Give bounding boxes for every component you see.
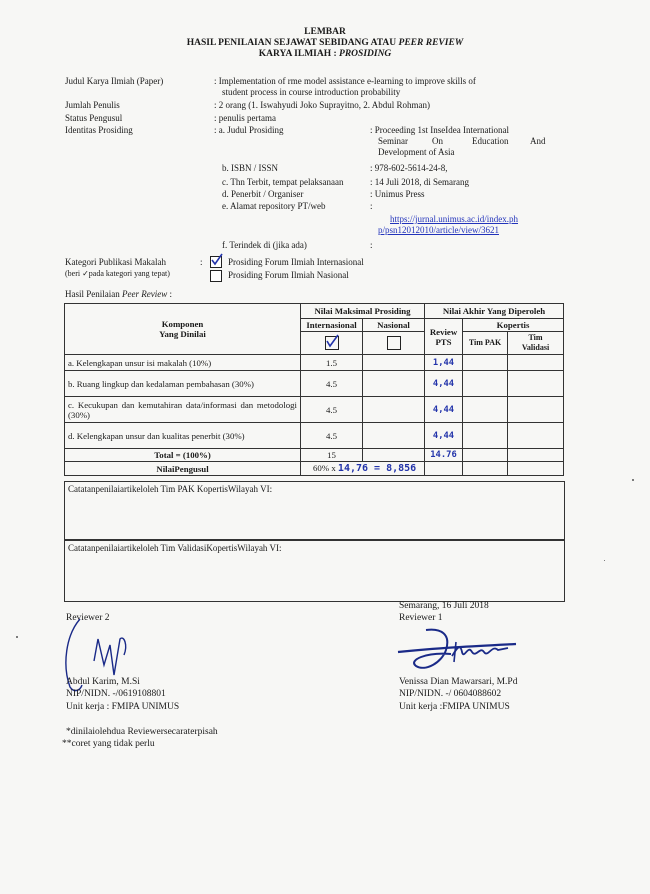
reviewer2-nip: NIP/NIDN. -/0619108801	[66, 689, 166, 699]
table-row	[65, 355, 564, 371]
judul-value-1: : Implementation of rme model assistance e-learning to improve skills of	[214, 76, 476, 86]
repository-colon: :	[370, 201, 373, 211]
repository-url-1[interactable]: https://jurnal.unimus.ac.id/index.ph	[390, 214, 518, 224]
row-review: 1,44	[425, 355, 463, 371]
row-label: a. Kelengkapan unsur isi makalah (10%)	[65, 355, 301, 371]
row-max: 1.5	[301, 355, 363, 371]
prosiding-title-value-3: Development of Asia	[378, 147, 455, 157]
kategori-nasional-checkbox[interactable]	[210, 270, 222, 282]
row-review: 4,44	[425, 371, 463, 397]
reviewer2-name: Abdul Karim, M.Si	[66, 677, 140, 687]
reviewer1-unit: Unit kerja :FMIPA UNIMUS	[399, 702, 510, 712]
footnote-2: **coret yang tidak perlu	[62, 739, 155, 749]
repository-url-2[interactable]: p/psn12012010/article/view/3621	[378, 225, 499, 235]
row-review: 4,44	[425, 397, 463, 423]
catatan-validasi-label: Catatanpenilaiartikeloleh Tim ValidasiKopertisWilayah VI:	[68, 543, 282, 553]
reviewer1-signature	[396, 622, 526, 680]
row-review: 4,44	[425, 423, 463, 449]
repository-label: e. Alamat repository PT/web	[222, 201, 326, 211]
kategori-internasional-checkbox[interactable]	[210, 256, 222, 268]
reviewer1-nip: NIP/NIDN. -/ 0604088602	[399, 689, 502, 699]
speck-decoration	[16, 636, 18, 638]
catatan-pak-box	[64, 481, 565, 540]
prosiding-title-label: : a. Judul Prosiding	[214, 125, 284, 135]
header-line-3: KARYA ILMIAH : PROSIDING	[258, 49, 392, 59]
penerbit-label: d. Penerbit / Organiser	[222, 189, 304, 199]
kategori-colon: :	[200, 257, 203, 267]
hasil-label: Hasil Penilaian Peer Review :	[65, 289, 172, 299]
kategori-label: Kategori Publikasi Makalah	[65, 257, 166, 267]
header-nilai-akhir: Nilai Akhir Yang Diperoleh	[425, 304, 564, 319]
penerbit-value: : Unimus Press	[370, 189, 425, 199]
speck-decoration	[604, 560, 605, 561]
total-max: 15	[301, 449, 363, 462]
internasional-checkbox[interactable]	[325, 336, 339, 350]
catatan-pak-label: Catatanpenilaiartikeloleh Tim PAK KopertisWilayah VI:	[68, 484, 273, 494]
nilai-formula: 60% x 14,76 = 8,856	[301, 462, 425, 476]
header-nasional: Nasional	[363, 319, 425, 332]
prosiding-title-seminar: Seminar	[378, 136, 408, 146]
header-tim-validasi: Tim Validasi	[508, 332, 564, 355]
nilai-label: NilaiPengusul	[65, 462, 301, 476]
row-label: d. Kelengkapan unsur dan kualitas penerbit (30%)	[65, 423, 301, 449]
header-tim-pak: Tim PAK	[463, 332, 508, 355]
check-icon	[210, 253, 224, 267]
nilai-row	[65, 462, 564, 476]
tahun-value: : 14 Juli 2018, di Semarang	[370, 177, 469, 187]
status-label: Status Pengusul	[65, 113, 123, 123]
jumlah-value: : 2 orang (1. Iswahyudi Joko Suprayitno, 2. Abdul Rohman)	[214, 100, 430, 110]
reviewer2-unit: Unit kerja : FMIPA UNIMUS	[66, 702, 180, 712]
row-max: 4.5	[301, 423, 363, 449]
speck-decoration	[632, 479, 634, 481]
kategori-hint: (beri ✓pada kategori yang tepat)	[65, 269, 170, 278]
total-review: 14.76	[425, 449, 463, 462]
check-icon	[325, 334, 339, 348]
footnote-1: *dinilaiolehdua Reviewersecaraterpisah	[66, 727, 218, 737]
prosiding-title-on: On	[432, 136, 443, 146]
judul-value-2: student process in course introduction probability	[222, 87, 401, 97]
row-label: b. Ruang lingkup dan kedalaman pembahasan (30%)	[65, 371, 301, 397]
header-nilai-maksimal: Nilai Maksimal Prosiding	[301, 304, 425, 319]
prosiding-title-education: Education	[472, 136, 509, 146]
total-label: Total = (100%)	[65, 449, 301, 462]
internasional-check-cell	[301, 332, 363, 355]
header-line-1: LEMBAR	[304, 27, 346, 37]
table-row	[65, 423, 564, 449]
reviewer1-name: Venissa Dian Mawarsari, M.Pd	[399, 677, 518, 687]
score-table	[64, 303, 564, 476]
table-row	[65, 397, 564, 423]
judul-label: Judul Karya Ilmiah (Paper)	[65, 76, 164, 86]
place-date: Semarang, 16 Juli 2018	[399, 601, 489, 611]
terindek-colon: :	[370, 240, 373, 250]
kategori-internasional-label: Prosiding Forum Ilmiah Internasional	[228, 257, 364, 267]
terindek-label: f. Terindek di (jika ada)	[222, 240, 307, 250]
row-label: c. Kecukupan dan kemutahiran data/informasi dan metodologi (30%)	[65, 397, 301, 423]
row-max: 4.5	[301, 371, 363, 397]
jumlah-label: Jumlah Penulis	[65, 100, 120, 110]
nasional-check-cell	[363, 332, 425, 355]
isbn-label: b. ISBN / ISSN	[222, 163, 279, 173]
header-review-pts: Review PTS	[425, 319, 463, 355]
row-max: 4.5	[301, 397, 363, 423]
prosiding-title-value-1: : Proceeding 1st InseIdea International	[370, 125, 509, 135]
catatan-validasi-box	[64, 540, 565, 602]
isbn-value: : 978-602-5614-24-8,	[370, 163, 448, 173]
status-value: : penulis pertama	[214, 113, 276, 123]
identitas-label: Identitas Prosiding	[65, 125, 133, 135]
header-line-2: HASIL PENILAIAN SEJAWAT SEBIDANG ATAU PEER REVIEW	[186, 38, 464, 48]
prosiding-title-and: And	[530, 136, 546, 146]
kategori-nasional-label: Prosiding Forum Ilmiah Nasional	[228, 270, 349, 280]
reviewer1-title: Reviewer 1	[399, 613, 443, 623]
tahun-label: c. Thn Terbit, tempat pelaksanaan	[222, 177, 344, 187]
total-row	[65, 449, 564, 462]
table-row	[65, 371, 564, 397]
nasional-checkbox[interactable]	[387, 336, 401, 350]
reviewer2-title: Reviewer 2	[66, 613, 110, 623]
header-komponen: Komponen Yang Dinilai	[65, 304, 301, 355]
header-internasional: Internasional	[301, 319, 363, 332]
header-kopertis: Kopertis	[463, 319, 564, 332]
